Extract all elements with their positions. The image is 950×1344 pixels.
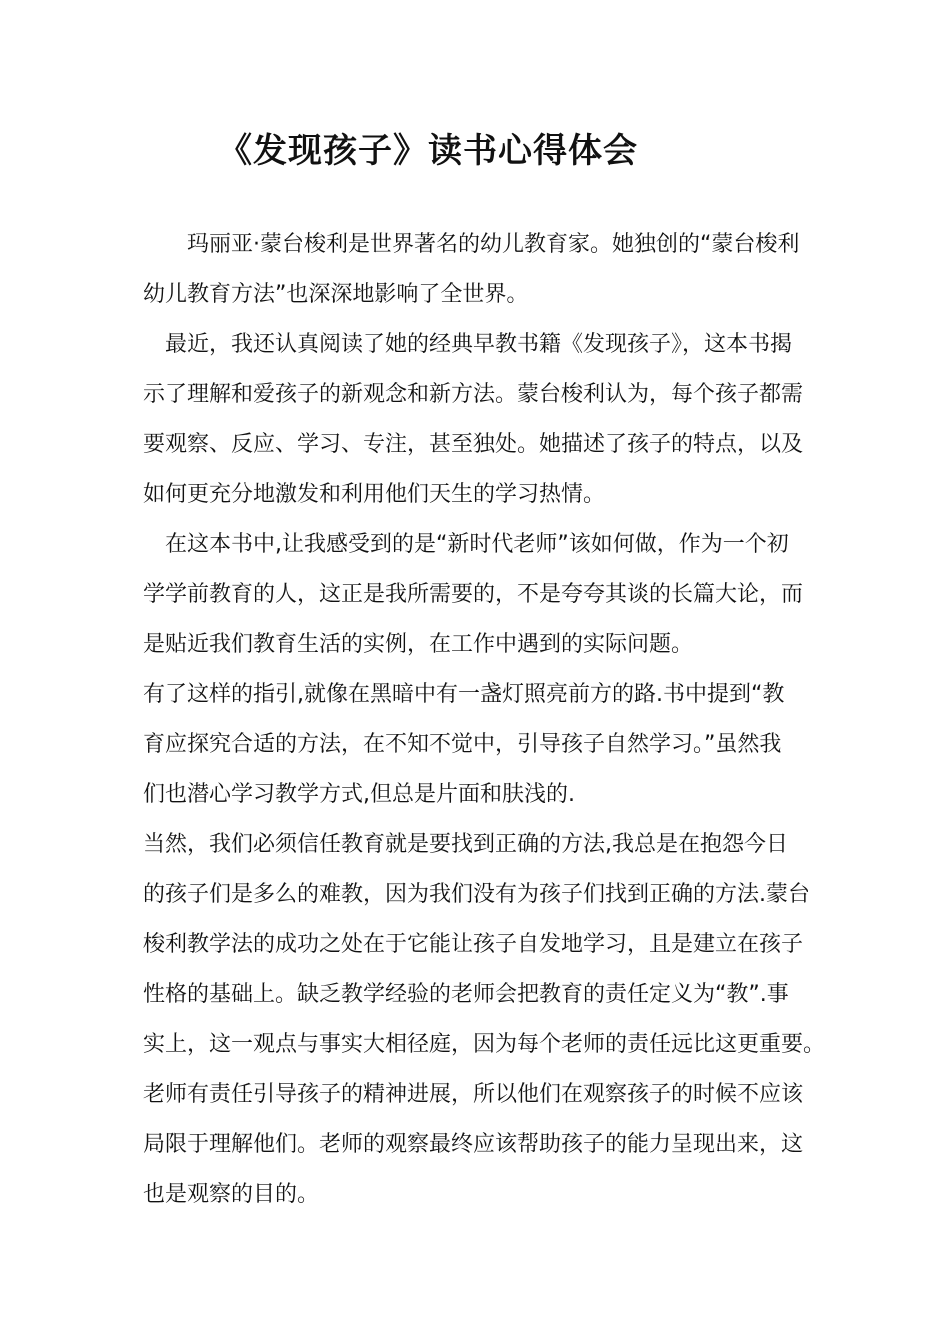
text-line: 在这本书中,让我感受到的是“新时代老师”该如何做，作为一个初 (143, 532, 789, 557)
text-line: 最近，我还认真阅读了她的经典早教书籍《发现孩子》，这本书揭 (143, 332, 793, 357)
text-line: 局限于理解他们。老师的观察最终应该帮助孩子的能力呈现出来，这 (143, 1132, 804, 1157)
text-line: 也是观察的目的。 (143, 1182, 320, 1207)
text-line: 如何更充分地激发和利用他们天生的学习热情。 (143, 482, 606, 507)
text-line: 的孩子们是多么的难教，因为我们没有为孩子们找到正确的方法.蒙台 (143, 882, 810, 907)
text-line: 示了理解和爱孩子的新观念和新方法。蒙台梭利认为，每个孩子都需 (143, 382, 804, 407)
document-body (143, 220, 826, 1220)
text-line: 梭利教学法的成功之处在于它能让孩子自发地学习，且是建立在孩子 (143, 932, 804, 957)
document-title: 《发现孩子》读书心得体会 (218, 131, 638, 171)
text-line: 老师有责任引导孩子的精神进展，所以他们在观察孩子的时候不应该 (143, 1082, 804, 1107)
text-line: 实上，这一观点与事实大相径庭，因为每个老师的责任远比这更重要。 (143, 1032, 826, 1057)
text-line: 玛丽亚·蒙台梭利是世界著名的幼儿教育家。她独创的“蒙台梭利 (143, 232, 800, 257)
text-line: 当然，我们必须信任教育就是要找到正确的方法,我总是在抱怨今日 (143, 832, 788, 857)
text-line: 是贴近我们教育生活的实例，在工作中遇到的实际问题。 (143, 632, 694, 657)
text-line: 幼儿教育方法”也深深地影响了全世界。 (143, 282, 529, 307)
text-line: 学学前教育的人，这正是我所需要的，不是夸夸其谈的长篇大论，而 (143, 582, 804, 607)
text-line: 要观察、反应、学习、专注，甚至独处。她描述了孩子的特点，以及 (143, 432, 804, 457)
text-line: 性格的基础上。缺乏教学经验的老师会把教育的责任定义为“教”.事 (143, 982, 789, 1007)
text-line: 有了这样的指引,就像在黑暗中有一盏灯照亮前方的路.书中提到“教 (143, 682, 785, 707)
text-line: 育应探究合适的方法，在不知不觉中，引导孩子自然学习。”虽然我 (143, 732, 782, 757)
text-line: 们也潜心学习教学方式,但总是片面和肤浅的. (143, 782, 575, 807)
